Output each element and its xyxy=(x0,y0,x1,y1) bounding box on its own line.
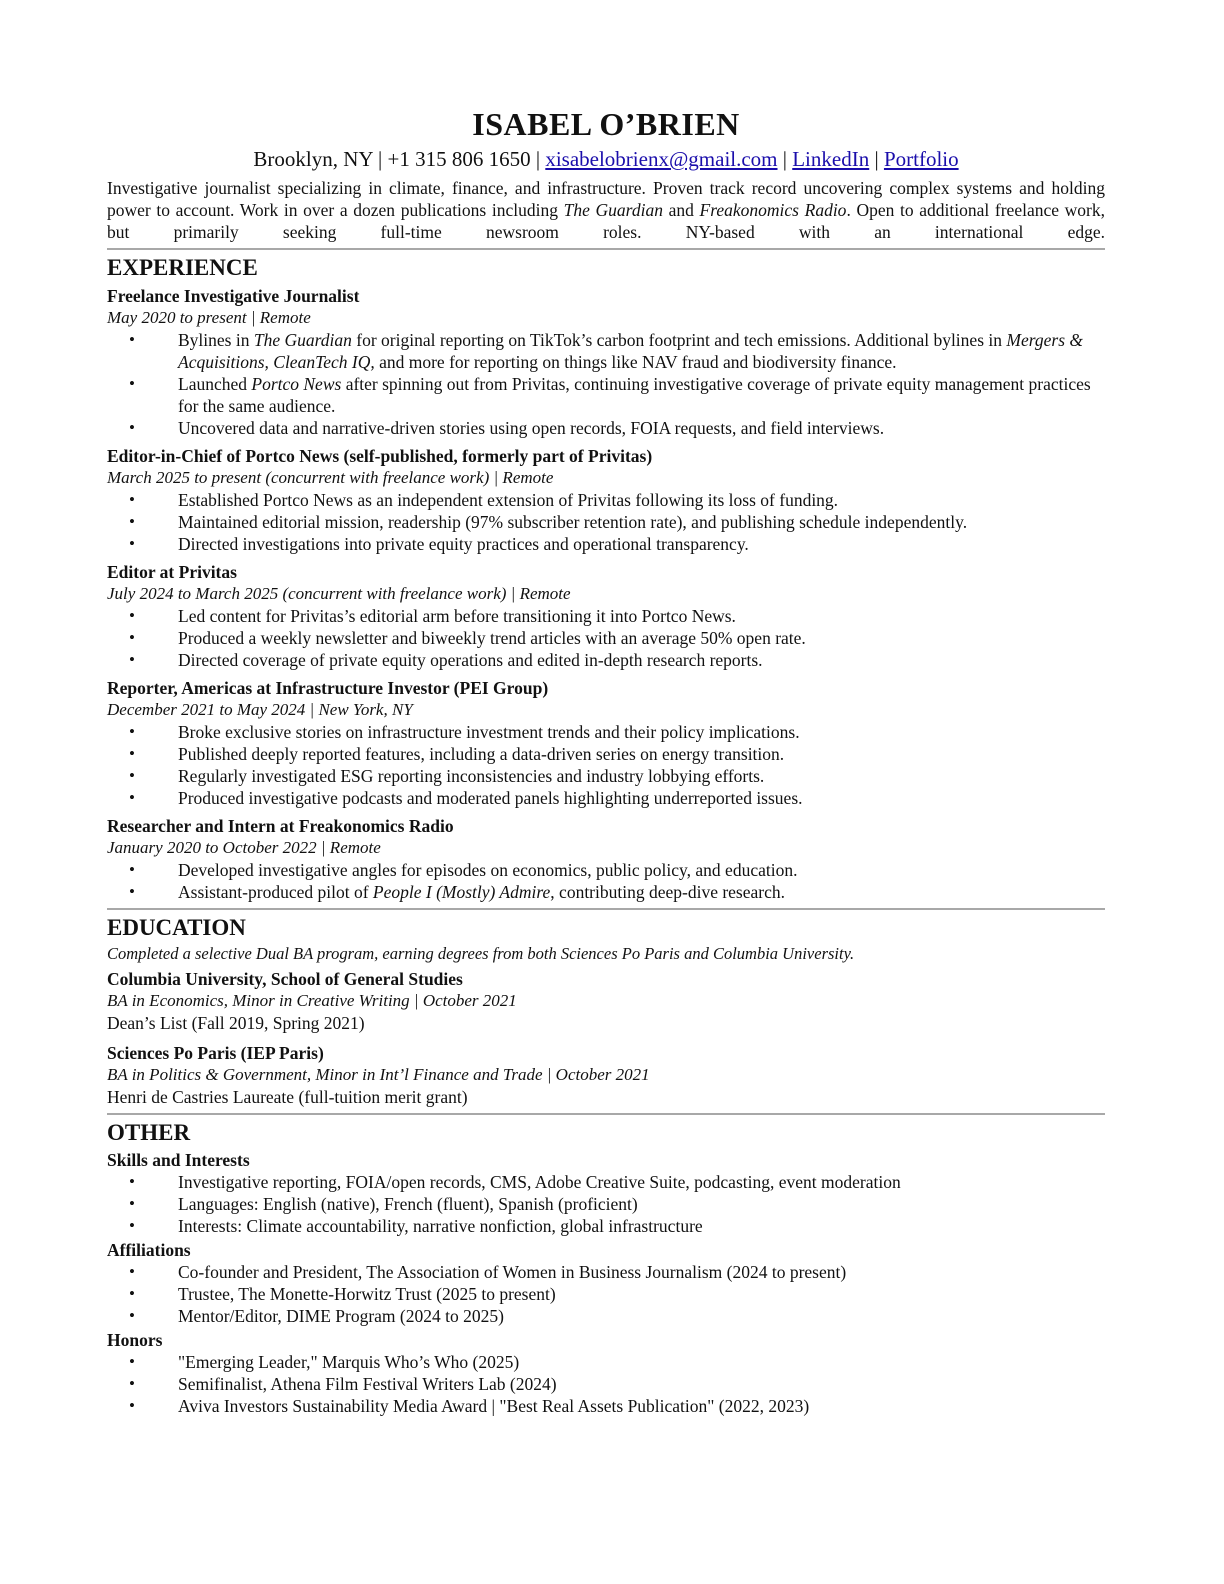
bullet-item: • Broke exclusive stories on infrastructure investment trends and their policy implications. xyxy=(107,721,1105,743)
education-heading: EDUCATION xyxy=(107,915,246,940)
candidate-name: ISABEL O’BRIEN xyxy=(472,106,740,142)
email-link[interactable]: xisabelobrienx@gmail.com xyxy=(545,147,778,171)
bullet-item: • Led content for Privitas’s editorial arm before transitioning it into Portco News. xyxy=(107,605,1105,627)
bullet-item: • Produced investigative podcasts and moderated panels highlighting underreported issues. xyxy=(107,787,1105,809)
bullet-item: • Investigative reporting, FOIA/open records, CMS, Adobe Creative Suite, podcasting, event moderation xyxy=(107,1171,1105,1193)
bullet-item: • Directed investigations into private equity practices and operational transparency. xyxy=(107,533,1105,555)
contact-line xyxy=(107,145,1105,173)
job-title: Editor-in-Chief of Portco News (self-published, formerly part of Privitas) xyxy=(107,446,653,466)
separator: | xyxy=(782,147,787,171)
education-note: Completed a selective Dual BA program, earning degrees from both Sciences Po Paris and Columbia University. xyxy=(107,944,855,963)
job-bullets xyxy=(107,329,1105,439)
bullet-item: • Launched Portco News after spinning out from Privitas, continuing investigative coverage of private equity management practices for the same audience. xyxy=(107,373,1105,417)
separator: | xyxy=(874,147,879,171)
bullet-item: • Aviva Investors Sustainability Media Award | "Best Real Assets Publication" (2022, 2023) xyxy=(107,1395,1105,1417)
section-divider xyxy=(107,908,1105,910)
bullet-item: • "Emerging Leader," Marquis Who’s Who (2025) xyxy=(107,1351,1105,1373)
degree-line: BA in Politics & Government, Minor in Int’l Finance and Trade | October 2021 xyxy=(107,1065,650,1084)
job-entry xyxy=(107,445,1105,555)
bullet-item: • Semifinalist, Athena Film Festival Writers Lab (2024) xyxy=(107,1373,1105,1395)
honors-bullets xyxy=(107,1351,1105,1417)
job-title: Editor at Privitas xyxy=(107,562,237,582)
location: Brooklyn, NY xyxy=(253,147,373,171)
skills-heading: Skills and Interests xyxy=(107,1150,250,1170)
bullet-item: • Established Portco News as an independent extension of Privitas following its loss of funding. xyxy=(107,489,1105,511)
job-entry xyxy=(107,677,1105,809)
bullet-item: • Published deeply reported features, including a data-driven series on energy transition. xyxy=(107,743,1105,765)
summary-paragraph: Investigative journalist specializing in climate, finance, and infrastructure. Proven track record uncovering complex systems and holding power to account. Work in over a dozen publications including The Guardian and Freakonomics Radio. Open to additional freelance work, but primarily seeking full-time newsroom roles. NY-based with an international edge. xyxy=(107,178,1105,242)
job-bullets xyxy=(107,859,1105,903)
job-meta: March 2025 to present (concurrent with freelance work) | Remote xyxy=(107,468,554,487)
job-bullets xyxy=(107,721,1105,809)
degree-line: BA in Economics, Minor in Creative Writing | October 2021 xyxy=(107,991,517,1010)
bullet-item: • Co-founder and President, The Association of Women in Business Journalism (2024 to present) xyxy=(107,1261,1105,1283)
bullet-item: • Maintained editorial mission, readership (97% subscriber retention rate), and publishing schedule independently. xyxy=(107,511,1105,533)
section-divider xyxy=(107,1113,1105,1115)
phone: +1 315 806 1650 xyxy=(387,147,531,171)
job-meta: January 2020 to October 2022 | Remote xyxy=(107,838,381,857)
school-entry xyxy=(107,1042,1105,1108)
school-name: Columbia University, School of General Studies xyxy=(107,969,463,989)
affiliations-heading: Affiliations xyxy=(107,1240,191,1260)
bullet-item: • Mentor/Editor, DIME Program (2024 to 2025) xyxy=(107,1305,1105,1327)
skills-bullets xyxy=(107,1171,1105,1237)
job-bullets xyxy=(107,489,1105,555)
job-entry xyxy=(107,815,1105,903)
school-entry xyxy=(107,968,1105,1034)
job-meta: December 2021 to May 2024 | New York, NY xyxy=(107,700,413,719)
experience-heading: EXPERIENCE xyxy=(107,255,258,280)
bullet-item: • Produced a weekly newsletter and biweekly trend articles with an average 50% open rate. xyxy=(107,627,1105,649)
linkedin-link[interactable]: LinkedIn xyxy=(792,147,870,171)
bullet-item: • Trustee, The Monette-Horwitz Trust (2025 to present) xyxy=(107,1283,1105,1305)
job-title: Researcher and Intern at Freakonomics Radio xyxy=(107,816,454,836)
affiliations-bullets xyxy=(107,1261,1105,1327)
portfolio-link[interactable]: Portfolio xyxy=(883,147,959,171)
job-title: Reporter, Americas at Infrastructure Investor (PEI Group) xyxy=(107,678,549,698)
school-name: Sciences Po Paris (IEP Paris) xyxy=(107,1043,324,1063)
bullet-item: • Uncovered data and narrative-driven stories using open records, FOIA requests, and field interviews. xyxy=(107,417,1105,439)
job-entry xyxy=(107,561,1105,671)
bullet-item: • Regularly investigated ESG reporting inconsistencies and industry lobbying efforts. xyxy=(107,765,1105,787)
section-divider xyxy=(107,248,1105,250)
school-detail: Henri de Castries Laureate (full-tuition merit grant) xyxy=(107,1087,468,1107)
other-heading: OTHER xyxy=(107,1120,191,1145)
separator: | xyxy=(378,147,383,171)
bullet-item: • Languages: English (native), French (fluent), Spanish (proficient) xyxy=(107,1193,1105,1215)
job-meta: May 2020 to present | Remote xyxy=(107,308,311,327)
bullet-item: • Developed investigative angles for episodes on economics, public policy, and education. xyxy=(107,859,1105,881)
job-bullets xyxy=(107,605,1105,671)
separator: | xyxy=(535,147,541,171)
bullet-item: • Interests: Climate accountability, narrative nonfiction, global infrastructure xyxy=(107,1215,1105,1237)
honors-heading: Honors xyxy=(107,1330,163,1350)
resume-page xyxy=(107,104,1105,1423)
bullet-item: • Directed coverage of private equity operations and edited in-depth research reports. xyxy=(107,649,1105,671)
bullet-item: • Bylines in The Guardian for original reporting on TikTok’s carbon footprint and tech emissions. Additional bylines in Mergers & Acquisitions, CleanTech IQ, and more for reporting on things like NAV fraud and biodiversity finance. xyxy=(107,329,1105,373)
job-entry xyxy=(107,285,1105,439)
job-meta: July 2024 to March 2025 (concurrent with freelance work) | Remote xyxy=(107,584,571,603)
school-detail: Dean’s List (Fall 2019, Spring 2021) xyxy=(107,1013,365,1033)
job-title: Freelance Investigative Journalist xyxy=(107,286,360,306)
bullet-item: • Assistant-produced pilot of People I (Mostly) Admire, contributing deep-dive research. xyxy=(107,881,1105,903)
